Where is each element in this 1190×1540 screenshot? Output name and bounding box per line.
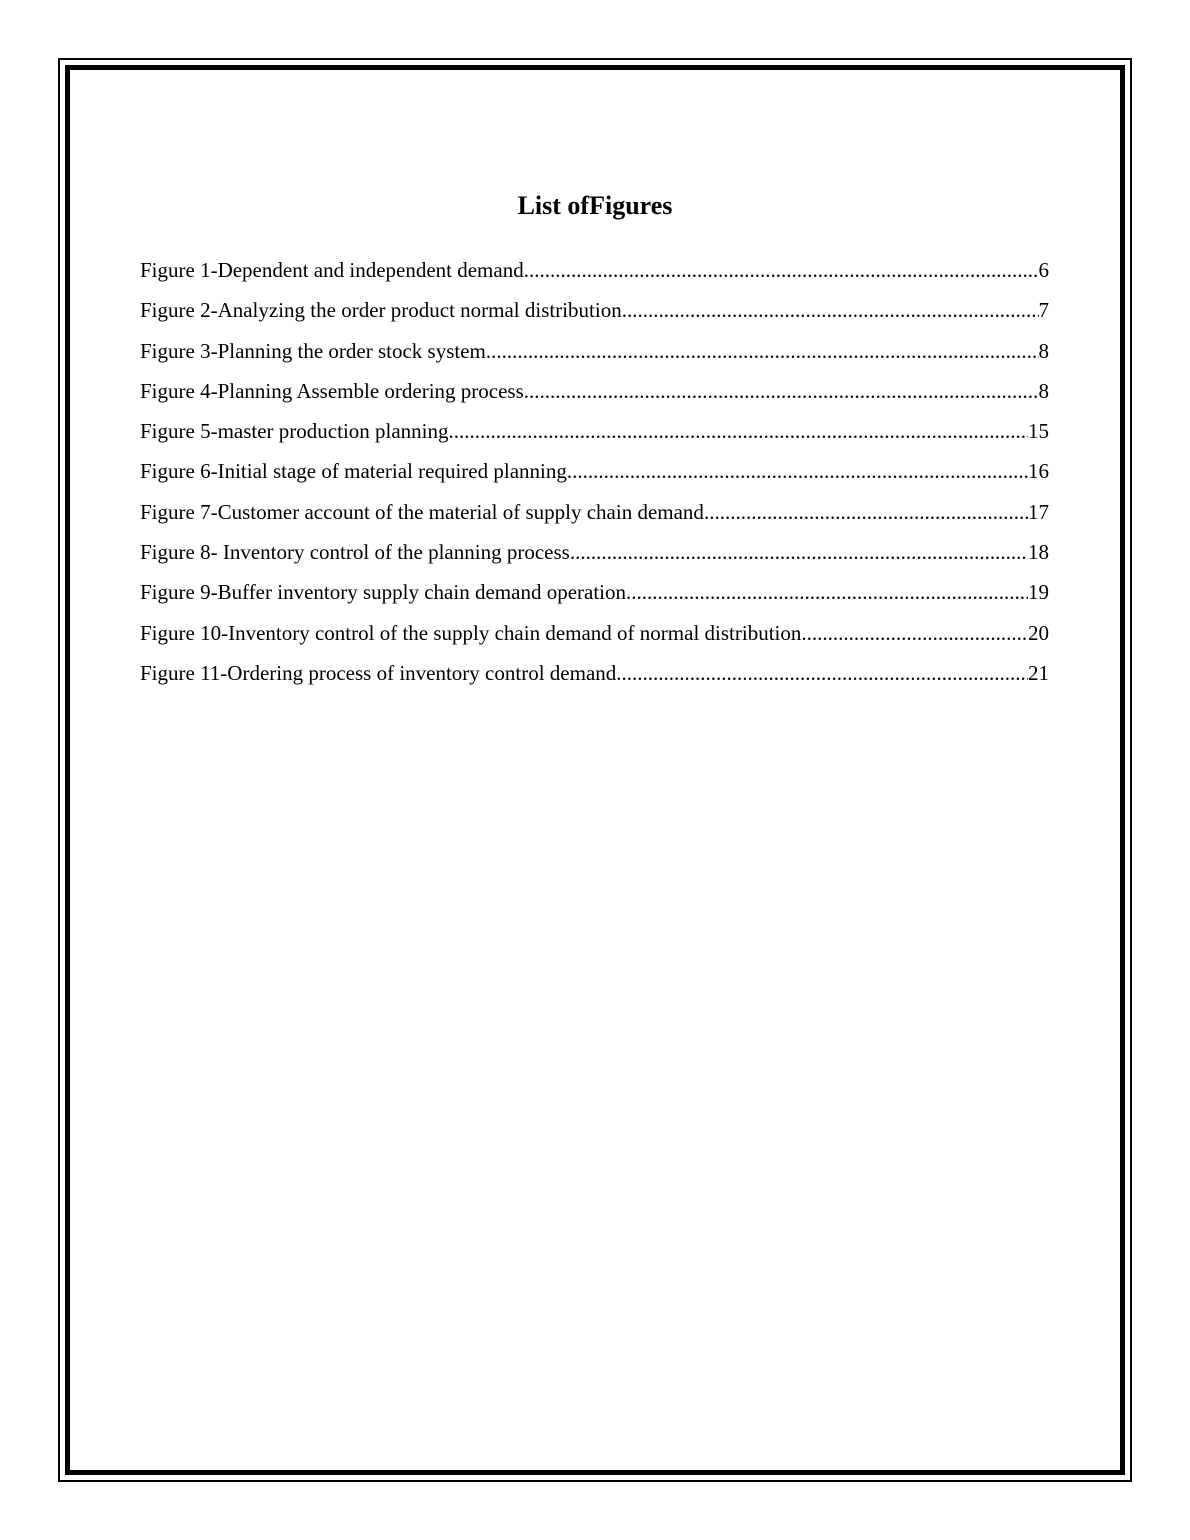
toc-dot-leader	[616, 656, 1028, 690]
toc-entry[interactable]	[140, 616, 1049, 656]
toc-dot-leader	[567, 454, 1028, 488]
list-of-figures	[140, 253, 1049, 696]
toc-page-number: 8	[1038, 338, 1049, 363]
toc-dot-leader	[449, 414, 1028, 448]
toc-dot-leader	[626, 575, 1028, 609]
toc-page-number: 20	[1028, 620, 1049, 645]
toc-entry[interactable]	[140, 293, 1049, 333]
toc-entry-text: Figure 10-Inventory control of the supply chain demand of normal distribution	[140, 620, 802, 645]
toc-entry[interactable]	[140, 656, 1049, 696]
toc-entry-text: Figure 1-Dependent and independent demand	[140, 258, 524, 282]
toc-entry[interactable]	[140, 575, 1049, 615]
toc-page-number: 6	[1038, 258, 1049, 282]
toc-entry[interactable]	[140, 495, 1049, 535]
toc-entry[interactable]	[140, 253, 1049, 293]
toc-entry-text: Figure 9-Buffer inventory supply chain demand operation	[140, 580, 626, 605]
toc-page-number: 17	[1028, 499, 1049, 524]
toc-entry-text: Figure 3-Planning the order stock system	[140, 338, 486, 363]
toc-page-number: 15	[1028, 419, 1049, 444]
toc-entry-text: Figure 8- Inventory control of the planning process	[140, 540, 570, 565]
toc-entry[interactable]	[140, 414, 1049, 454]
page-title: List ofFigures	[517, 191, 673, 220]
toc-entry-text: Figure 6-Initial stage of material required planning	[140, 459, 567, 484]
toc-dot-leader	[524, 253, 1039, 287]
toc-dot-leader	[486, 334, 1039, 368]
toc-dot-leader	[622, 293, 1039, 327]
toc-entry-text: Figure 2-Analyzing the order product normal distribution	[140, 298, 622, 323]
toc-dot-leader	[570, 535, 1028, 569]
toc-dot-leader	[801, 616, 1028, 650]
toc-page-number: 19	[1028, 580, 1049, 605]
toc-entry[interactable]	[140, 334, 1049, 374]
toc-page-number: 8	[1038, 378, 1049, 403]
toc-entry-text: Figure 7-Customer account of the material of supply chain demand	[140, 499, 704, 524]
toc-entry-text: Figure 4-Planning Assemble ordering process	[140, 378, 524, 403]
toc-page-number: 21	[1028, 660, 1049, 685]
toc-entry-text: Figure 11-Ordering process of inventory control demand	[140, 660, 617, 685]
toc-dot-leader	[524, 374, 1039, 408]
toc-dot-leader	[704, 495, 1028, 529]
toc-page-number: 7	[1038, 298, 1049, 323]
toc-entry[interactable]	[140, 535, 1049, 575]
toc-page-number: 18	[1028, 540, 1049, 565]
toc-entry[interactable]	[140, 454, 1049, 494]
toc-entry[interactable]	[140, 374, 1049, 414]
toc-entry-text: Figure 5-master production planning	[140, 419, 449, 444]
toc-page-number: 16	[1028, 459, 1049, 484]
